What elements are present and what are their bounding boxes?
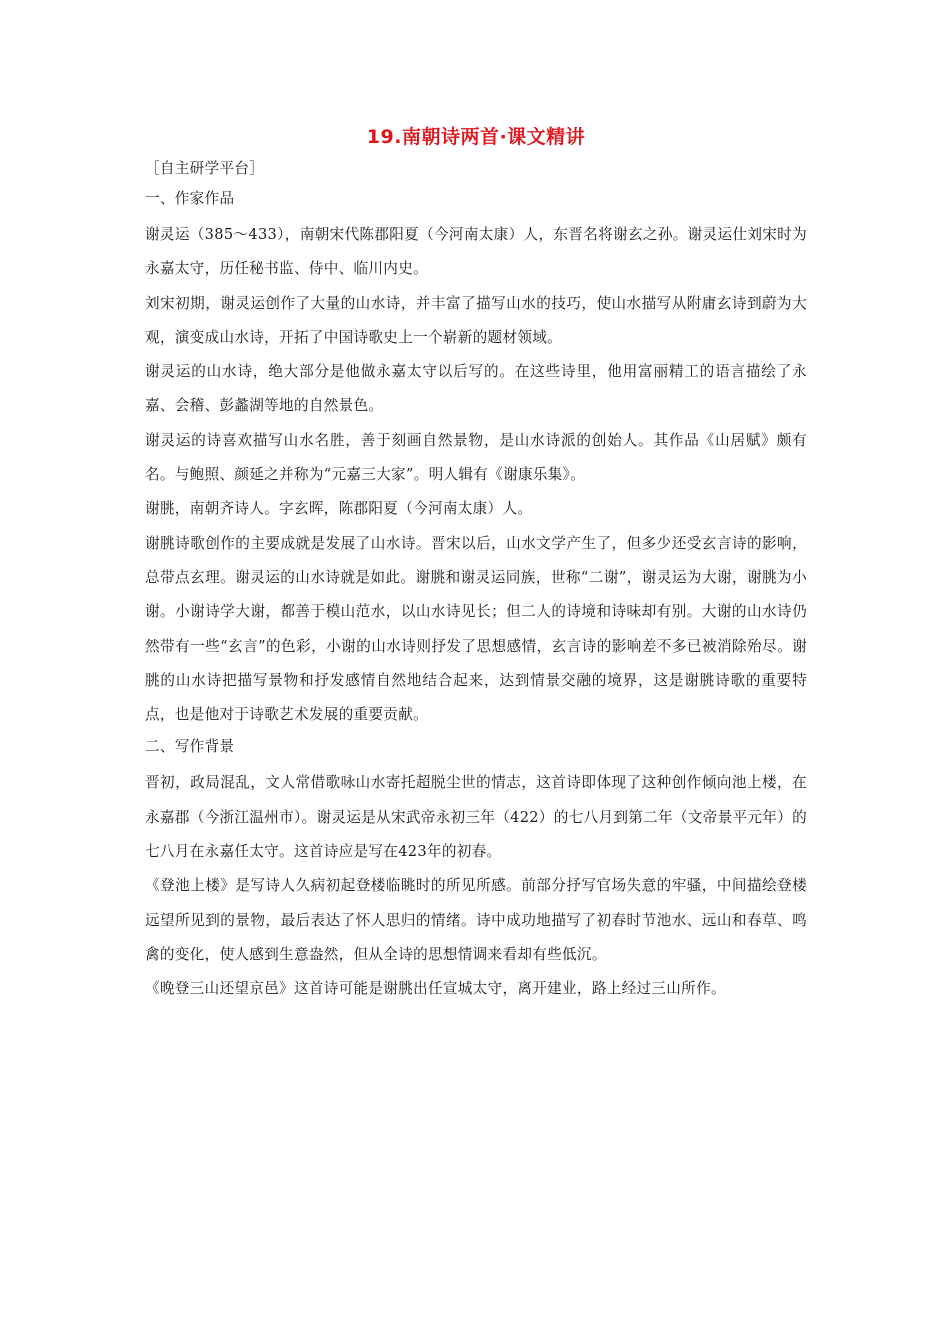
document-title: 19.南朝诗两首·课文精讲 bbox=[366, 126, 586, 148]
paragraph-xie-tiao-achievement: 谢朓诗歌创作的主要成就是发展了山水诗。晋宋以后，山水文学产生了，但多少还受玄言诗的影响，总带点玄理。谢灵运的山水诗就是如此。谢朓和谢灵运同族，世称“二谢”，谢灵运为大谢，谢朓为小谢。小谢诗学大谢，都善于模山范水，以山水诗见长；但二人的诗境和诗味却有别。大谢的山水诗仍然带有一些“玄言”的色彩，小谢的山水诗则抒发了思想感情，玄言诗的影响差不多已被消除殆尽。谢朓的山水诗把描写景物和抒发感情自然地结合起来，达到情景交融的境界，这是谢朓诗歌的重要特点，也是他对于诗歌艺术发展的重要贡献。 bbox=[145, 534, 807, 724]
section-heading-author-works: 一、作家作品 bbox=[145, 190, 235, 207]
paragraph-deng-chi-shang-lou: 《登池上楼》是写诗人久病初起登楼临眺时的所见所感。前部分抒写官场失意的牢骚，中间描绘登楼远望所见到的景物，最后表达了怀人思归的情绪。诗中成功地描写了初春时节池水、远山和春草、鸣禽的变化，使人感到生意盎然，但从全诗的思想情调来看却有些低沉。 bbox=[145, 877, 807, 963]
section-heading-background: 二、写作背景 bbox=[145, 738, 235, 756]
paragraph-xie-lingyun-bio: 谢灵运（385～433），南朝宋代陈郡阳夏（今河南太康）人，东晋名将谢玄之孙。谢灵运仕刘宋时为永嘉太守，历任秘书监、侍中、临川内史。 bbox=[145, 226, 807, 278]
paragraph-xie-tiao-bio: 谢朓，南朝齐诗人。字玄晖，陈郡阳夏（今河南太康）人。 bbox=[145, 500, 533, 518]
paragraph-writing-background: 晋初，政局混乱，文人常借歌咏山水寄托超脱尘世的情志，这首诗即体现了这种创作倾向池上楼，在永嘉郡（今浙江温州市）。谢灵运是从宋武帝永初三年（422）的七八月到第二年（文帝景平元年）的七八月在永嘉任太守。这首诗应是写在423年的初春。 bbox=[145, 774, 807, 861]
paragraph-landscape-poetry-origin: 刘宋初期，谢灵运创作了大量的山水诗，并丰富了描写山水的技巧，使山水描写从附庸玄诗到蔚为大观，演变成山水诗，开拓了中国诗歌史上一个崭新的题材领域。 bbox=[145, 294, 807, 346]
paragraph-xie-lingyun-works: 谢灵运的诗喜欢描写山水名胜，善于刻画自然景物，是山水诗派的创始人。其作品《山居赋》颇有名。与鲍照、颜延之并称为“元嘉三大家”。明人辑有《谢康乐集》。 bbox=[145, 431, 807, 484]
paragraph-wan-deng-san-shan: 《晚登三山还望京邑》这首诗可能是谢朓出任宣城太守，离开建业，路上经过三山所作。 bbox=[145, 980, 726, 998]
document-page bbox=[145, 122, 807, 1007]
paragraph-yongjia-poems: 谢灵运的山水诗，绝大部分是他做永嘉太守以后写的。在这些诗里，他用富丽精工的语言描绘了永嘉、会稽、彭蠡湖等地的自然景色。 bbox=[145, 363, 807, 415]
platform-label: ［自主研学平台］ bbox=[145, 160, 265, 177]
